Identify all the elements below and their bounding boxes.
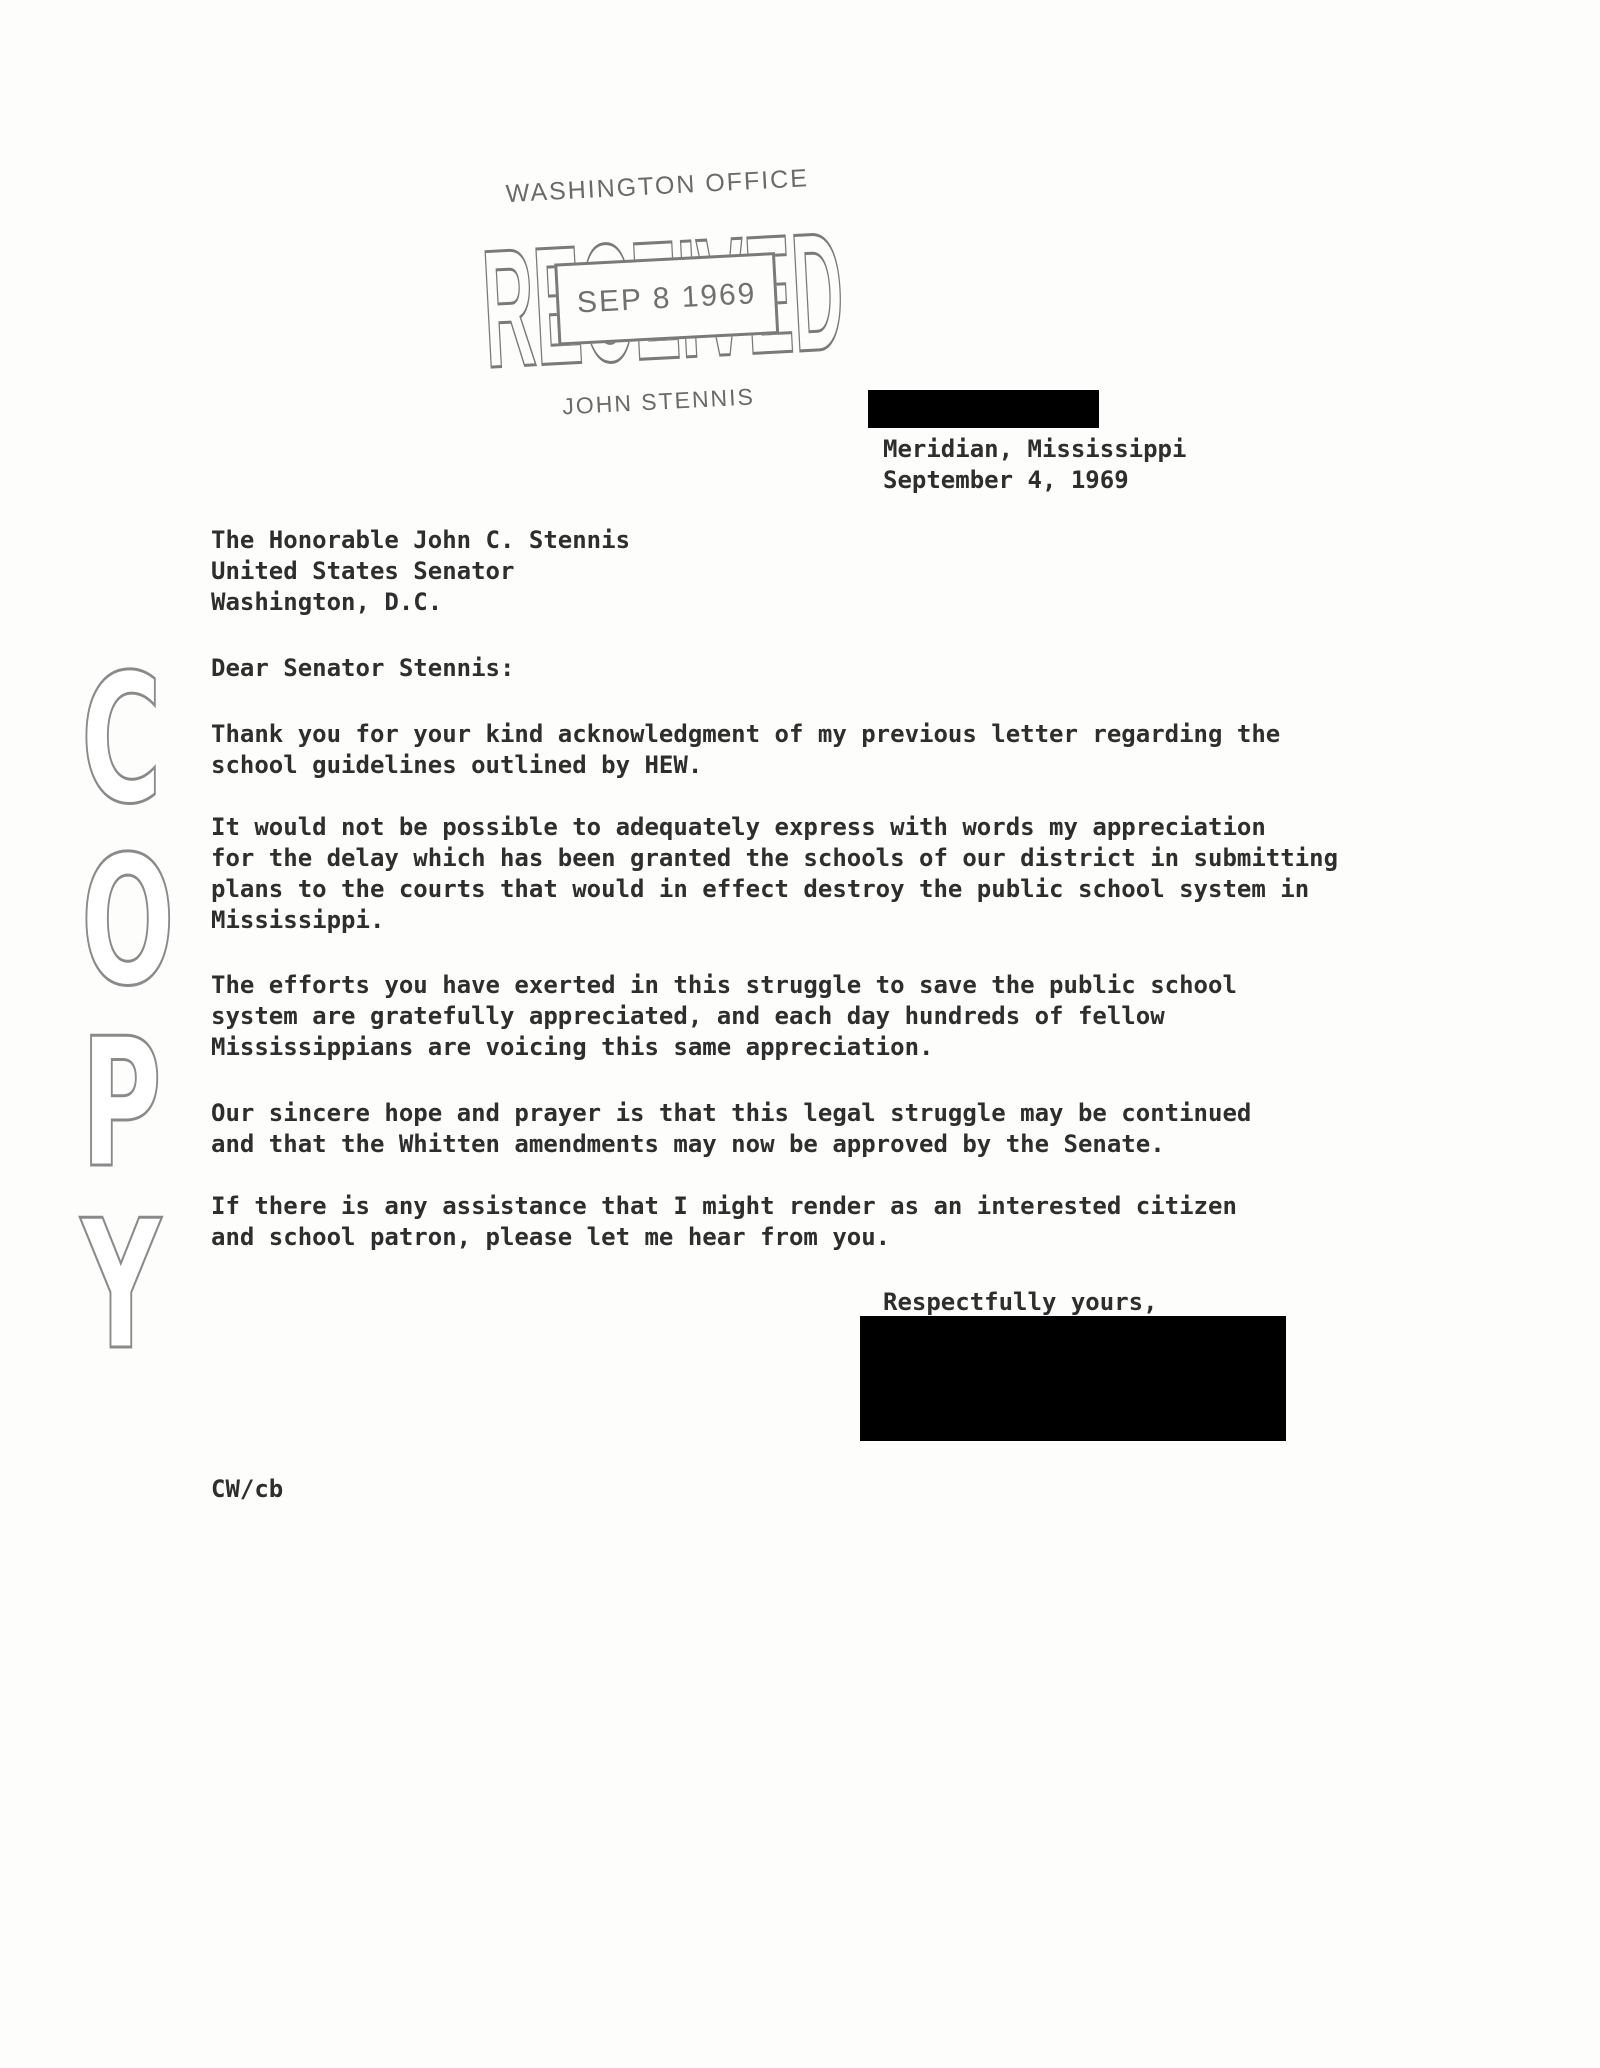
redaction-signature (860, 1316, 1286, 1441)
paragraph-line: school guidelines outlined by HEW. (211, 751, 703, 779)
recipient-line-2: United States Senator (211, 557, 515, 585)
copy-watermark (60, 636, 175, 1398)
paragraph-line: Thank you for your kind acknowledgment of my previous letter regarding the (211, 720, 1281, 748)
paragraph-line: The efforts you have exerted in this struggle to save the public school (211, 971, 1237, 999)
paragraph-4 (211, 1098, 1251, 1160)
letter-date: September 4, 1969 (883, 466, 1129, 494)
salutation: Dear Senator Stennis: (211, 654, 515, 682)
paragraph-2 (211, 812, 1338, 936)
sender-block (883, 434, 1186, 496)
paragraph-3 (211, 970, 1237, 1063)
paragraph-line: and school patron, please let me hear from you. (211, 1223, 891, 1251)
stamp-senator-label: JOHN STENNIS (561, 383, 756, 420)
received-stamp (471, 151, 855, 440)
paragraph-line: Our sincere hope and prayer is that this legal struggle may be continued (211, 1099, 1252, 1127)
recipient-line-1: The Honorable John C. Stennis (211, 526, 631, 554)
recipient-address (211, 525, 630, 618)
paragraph-line: Mississippians are voicing this same appreciation. (211, 1033, 934, 1061)
paragraph-line: for the delay which has been granted the schools of our district in submitting (211, 844, 1339, 872)
paragraph-1 (211, 719, 1280, 781)
stamp-date: SEP 8 1969 (554, 252, 779, 345)
typist-initials: CW/cb (211, 1475, 284, 1503)
paragraph-line: Mississippi. (211, 906, 385, 934)
copy-letter-p: P (80, 1000, 162, 1207)
paragraph-line: If there is any assistance that I might render as an interested citizen (211, 1192, 1237, 1220)
copy-letter-o: O (80, 818, 175, 1025)
copy-letter-y: Y (80, 1182, 161, 1389)
paragraph-line: plans to the courts that would in effect destroy the public school system in (211, 875, 1310, 903)
paragraph-line: and that the Whitten amendments may now be approved by the Senate. (211, 1130, 1165, 1158)
paragraph-line: system are gratefully appreciated, and each day hundreds of fellow (211, 1002, 1165, 1030)
paragraph-5 (211, 1191, 1237, 1253)
copy-letter-c: C (80, 636, 162, 843)
sender-city: Meridian, Mississippi (883, 435, 1187, 463)
recipient-line-3: Washington, D.C. (211, 588, 443, 616)
closing: Respectfully yours, (883, 1288, 1158, 1316)
redaction-sender-name (868, 390, 1099, 428)
stamp-office-label: WASHINGTON OFFICE (505, 164, 810, 209)
paragraph-line: It would not be possible to adequately express with words my appreciation (211, 813, 1266, 841)
